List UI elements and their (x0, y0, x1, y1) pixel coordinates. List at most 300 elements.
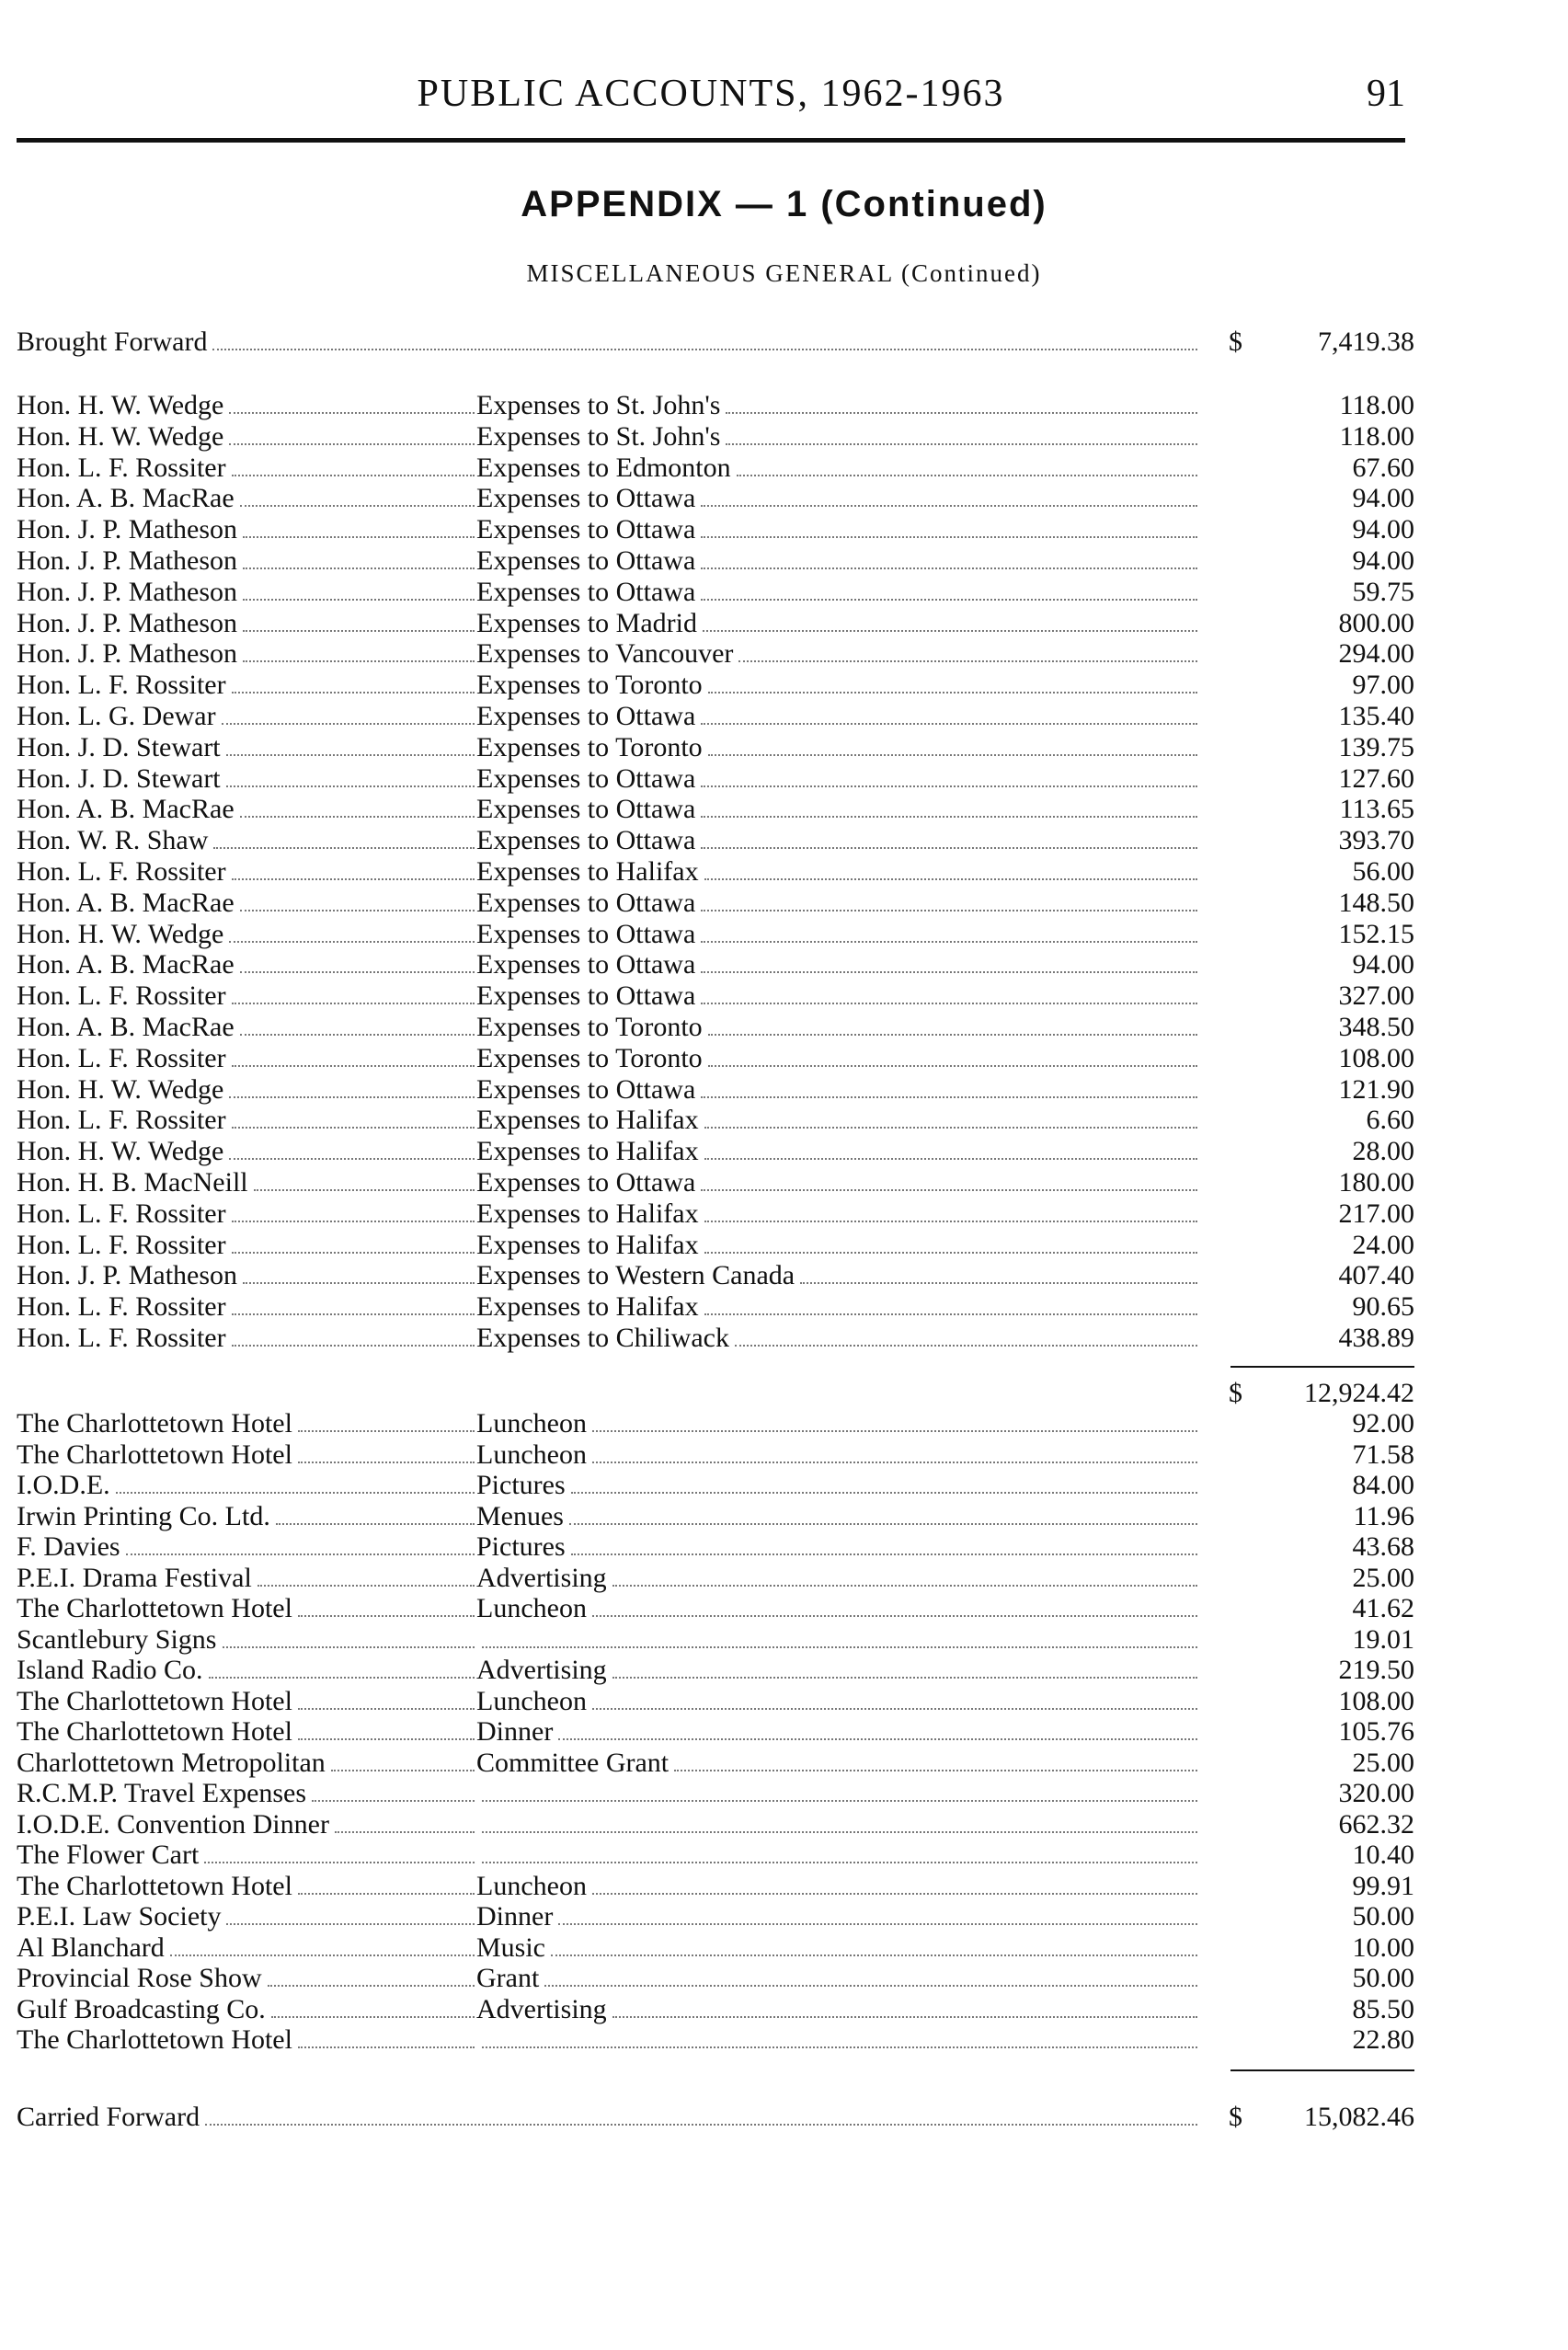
dot-leader (482, 1813, 1197, 1833)
travel_entries-row (17, 483, 1414, 514)
other_entries-row (17, 1778, 1414, 1809)
dot-leader (737, 456, 1197, 476)
payee-name: Hon. L. G. Dewar (17, 701, 216, 731)
expense-amount: 127.60 (1338, 762, 1414, 794)
expense-amount: 19.01 (1352, 1623, 1414, 1655)
dot-leader (232, 673, 475, 694)
dot-leader (243, 1264, 475, 1284)
travel_entries-row (17, 1198, 1414, 1230)
expense-amount: 94.00 (1352, 514, 1414, 545)
travel_entries-row (17, 980, 1414, 1012)
expense-amount: 71.58 (1352, 1439, 1414, 1470)
dot-leader (243, 612, 475, 632)
payee-name: Island Radio Co. (17, 1655, 203, 1685)
dot-leader (701, 953, 1197, 973)
dot-leader (268, 1966, 475, 1987)
appendix-title: APPENDIX — 1 (Continued) (521, 184, 1047, 224)
dot-leader (726, 425, 1197, 445)
other_entries-row (17, 1408, 1414, 1439)
carried-forward-amount: 15,082.46 (1304, 2102, 1414, 2132)
payee-name: Hon. L. F. Rossiter (17, 980, 226, 1012)
expense-description: Expenses to Halifax (476, 1229, 699, 1260)
payee-name: Hon. L. F. Rossiter (17, 856, 226, 887)
payee-name: Hon. J. P. Matheson (17, 576, 238, 607)
dot-leader (240, 797, 475, 818)
expense-amount: 118.00 (1339, 390, 1414, 420)
expense-amount: 50.00 (1352, 1963, 1414, 1993)
expense-amount: 10.40 (1352, 1840, 1414, 1870)
expense-amount: 327.00 (1338, 980, 1414, 1012)
payee-name: Hon. L. F. Rossiter (17, 670, 226, 701)
dot-leader (232, 1295, 475, 1315)
expense-description: Expenses to St. John's (476, 390, 721, 420)
dot-leader (704, 1140, 1197, 1160)
expense-amount: 50.00 (1352, 1901, 1414, 1932)
travel_entries-row (17, 949, 1414, 980)
expense-description: Expenses to Ottawa (476, 980, 696, 1012)
payee-name: Hon. L. F. Rossiter (17, 1198, 226, 1229)
payee-name: R.C.M.P. Travel Expenses (17, 1778, 307, 1808)
dot-leader (800, 1264, 1197, 1284)
expense-amount: 294.00 (1338, 638, 1414, 670)
expense-amount: 59.75 (1352, 576, 1414, 607)
expense-amount: 43.68 (1352, 1531, 1414, 1562)
payee-name: Hon. L. F. Rossiter (17, 1291, 226, 1323)
expense-description: Expenses to Ottawa (476, 825, 696, 856)
travel_entries-row (17, 1323, 1414, 1354)
payee-name: F. Davies (17, 1531, 120, 1562)
dot-leader (612, 1998, 1197, 2018)
dot-leader (240, 487, 475, 507)
dot-leader (170, 1936, 475, 1956)
expense-amount: 94.00 (1352, 545, 1414, 576)
expense-amount: 25.00 (1352, 1562, 1414, 1593)
dot-leader (331, 1751, 475, 1771)
other_entries-row (17, 1932, 1414, 1964)
dot-leader (298, 1443, 475, 1463)
payee-name: The Flower Cart (17, 1840, 200, 1870)
dot-leader (232, 1233, 475, 1254)
dot-leader (312, 1782, 475, 1802)
travel_entries-row (17, 670, 1414, 701)
other_entries-row (17, 1593, 1414, 1624)
expense-amount: 180.00 (1338, 1167, 1414, 1198)
expense-amount: 108.00 (1338, 1685, 1414, 1716)
payee-name: Irwin Printing Co. Ltd. (17, 1500, 270, 1531)
dot-leader (482, 1843, 1197, 1863)
travel_entries-row (17, 1074, 1414, 1106)
payee-name: The Charlottetown Hotel (17, 1685, 292, 1716)
dot-leader (703, 612, 1197, 632)
payee-name: Hon. L. F. Rossiter (17, 1229, 226, 1260)
other_entries-row (17, 1748, 1414, 1779)
expense-amount: 41.62 (1352, 1593, 1414, 1623)
travel_entries-row (17, 825, 1414, 856)
header-rule (17, 138, 1405, 143)
dot-leader (704, 1202, 1197, 1222)
dot-leader (701, 549, 1197, 569)
payee-name: P.E.I. Drama Festival (17, 1562, 252, 1593)
payee-name: Hon. A. B. MacRae (17, 794, 235, 825)
travel_entries-row (17, 1105, 1414, 1136)
other_entries-row (17, 1624, 1414, 1656)
expense-amount: 139.75 (1338, 731, 1414, 762)
subtotal-rule (1230, 1366, 1414, 1368)
expense-description: Luncheon (476, 1685, 587, 1716)
dot-leader (335, 1813, 475, 1833)
dot-leader (571, 1535, 1197, 1555)
dot-leader (674, 1751, 1197, 1771)
expense-amount: 407.40 (1338, 1260, 1414, 1291)
expense-amount: 108.00 (1338, 1042, 1414, 1073)
dot-leader (701, 891, 1197, 911)
dot-leader (298, 1690, 475, 1710)
payee-name: Hon. L. F. Rossiter (17, 1042, 226, 1073)
carried-forward-rule (1230, 2069, 1414, 2071)
dot-leader (592, 1412, 1197, 1432)
dot-leader (701, 518, 1197, 538)
expense-amount: 217.00 (1338, 1198, 1414, 1229)
dot-leader (226, 767, 475, 787)
dot-leader (708, 673, 1197, 694)
dot-leader (298, 1412, 475, 1432)
payee-name: Hon. L. F. Rossiter (17, 1323, 226, 1353)
dot-leader (726, 394, 1197, 414)
dot-leader (232, 456, 475, 476)
travel_entries-row (17, 888, 1414, 919)
travel_entries-row (17, 514, 1414, 545)
expense-description: Expenses to Halifax (476, 1291, 699, 1323)
dot-leader (298, 2028, 475, 2048)
expense-description: Expenses to Toronto (476, 1012, 703, 1042)
expense-amount: 348.50 (1338, 1012, 1414, 1042)
dot-leader (592, 1874, 1197, 1895)
payee-name: Hon. J. P. Matheson (17, 545, 238, 576)
payee-name: Hon. W. R. Shaw (17, 825, 209, 856)
payee-name: Gulf Broadcasting Co. (17, 1993, 266, 2024)
payee-name: Hon. J. P. Matheson (17, 607, 238, 638)
brought-forward-amount: 7,419.38 (1318, 327, 1414, 357)
dot-leader (205, 2105, 1197, 2126)
expense-description: Expenses to Madrid (476, 607, 697, 638)
dot-leader (482, 1782, 1197, 1802)
travel_entries-row (17, 794, 1414, 825)
expense-description: Expenses to Vancouver (476, 638, 734, 670)
dot-leader (708, 1047, 1197, 1067)
dot-leader (704, 1295, 1197, 1315)
dot-leader (243, 642, 475, 662)
dot-leader (592, 1443, 1197, 1463)
expense-amount: 662.32 (1338, 1808, 1414, 1840)
dot-leader (298, 1597, 475, 1617)
expense-amount: 113.65 (1339, 794, 1414, 825)
expense-description: Expenses to Ottawa (476, 918, 696, 949)
dot-leader (232, 1326, 475, 1347)
expense-amount: 97.00 (1352, 670, 1414, 701)
payee-name: The Charlottetown Hotel (17, 1593, 292, 1623)
payee-name: The Charlottetown Hotel (17, 2024, 292, 2055)
dot-leader (232, 984, 475, 1004)
dot-leader (209, 1658, 475, 1679)
expense-description: Pictures (476, 1531, 566, 1562)
dot-leader (708, 1015, 1197, 1036)
payee-name: I.O.D.E. Convention Dinner (17, 1808, 329, 1840)
payee-name: Hon. J. D. Stewart (17, 731, 221, 762)
dot-leader (701, 984, 1197, 1004)
dot-leader (592, 1690, 1197, 1710)
payee-name: Hon. A. B. MacRae (17, 949, 235, 980)
payee-name: Provincial Rose Show (17, 1963, 262, 1993)
payee-name: Hon. J. P. Matheson (17, 638, 238, 670)
payee-name: Hon. J. D. Stewart (17, 762, 221, 794)
other_entries-row (17, 1716, 1414, 1748)
expense-description: Expenses to Western Canada (476, 1260, 795, 1291)
expense-amount: 22.80 (1352, 2024, 1414, 2055)
expense-description: Expenses to Ottawa (476, 1167, 696, 1198)
travel_entries-row (17, 1291, 1414, 1323)
dot-leader (243, 580, 475, 601)
dot-leader (126, 1535, 475, 1555)
travel_entries-row (17, 701, 1414, 732)
expense-amount: 94.00 (1352, 483, 1414, 514)
expense-description: Expenses to St. John's (476, 420, 721, 452)
dot-leader (229, 394, 475, 414)
payee-name: The Charlottetown Hotel (17, 1439, 292, 1470)
dot-leader (612, 1566, 1197, 1587)
dot-leader (298, 1874, 475, 1895)
expense-amount: 92.00 (1352, 1408, 1414, 1439)
travel_entries-row (17, 1230, 1414, 1261)
expense-amount: 121.90 (1338, 1073, 1414, 1105)
payee-name: Hon. A. B. MacRae (17, 1012, 235, 1042)
expense-description: Expenses to Halifax (476, 856, 699, 887)
payee-name: Hon. A. B. MacRae (17, 887, 235, 918)
other_entries-row (17, 1655, 1414, 1686)
running-title: PUBLIC ACCOUNTS, 1962-1963 (417, 73, 1005, 115)
dot-leader (704, 1233, 1197, 1254)
dot-leader (558, 1720, 1197, 1740)
other_entries-row (17, 1686, 1414, 1717)
expense-description: Pictures (476, 1470, 566, 1500)
payee-name: Hon. H. W. Wedge (17, 390, 224, 420)
dot-leader (222, 705, 475, 725)
other_entries-row (17, 1563, 1414, 1594)
payee-name: The Charlottetown Hotel (17, 1408, 292, 1439)
other_entries-row (17, 1439, 1414, 1471)
expense-description: Committee Grant (476, 1747, 670, 1778)
expense-description: Luncheon (476, 1870, 587, 1901)
travel_entries-row (17, 453, 1414, 484)
expense-description: Expenses to Toronto (476, 731, 703, 762)
expense-amount: 28.00 (1352, 1136, 1414, 1167)
expense-description: Expenses to Toronto (476, 670, 703, 701)
dot-leader (258, 1566, 475, 1587)
expense-description: Advertising (476, 1993, 607, 2024)
expense-description: Expenses to Ottawa (476, 545, 696, 576)
expense-amount: 800.00 (1338, 607, 1414, 638)
dot-leader (701, 705, 1197, 725)
dot-leader (254, 1171, 475, 1191)
payee-name: Hon. H. W. Wedge (17, 1073, 224, 1105)
expense-description: Expenses to Chiliwack (476, 1323, 729, 1353)
expense-description: Expenses to Edmonton (476, 452, 731, 483)
dot-leader (240, 891, 475, 911)
expense-description: Expenses to Ottawa (476, 514, 696, 545)
other_entries-row (17, 1871, 1414, 1902)
dot-leader (704, 860, 1197, 880)
other_entries-row (17, 1994, 1414, 2025)
page-number: 91 (1367, 73, 1405, 115)
dot-leader (298, 1720, 475, 1740)
carried-forward-row (17, 2102, 1414, 2133)
travel_entries-row (17, 856, 1414, 888)
expense-description: Advertising (476, 1562, 607, 1593)
expense-amount: 152.15 (1338, 918, 1414, 949)
dot-leader (704, 1108, 1197, 1129)
travel_entries-row (17, 919, 1414, 950)
carried-forward-label: Carried Forward (17, 2102, 200, 2132)
expense-amount: 438.89 (1338, 1323, 1414, 1353)
dot-leader (226, 736, 475, 756)
dot-leader (701, 767, 1197, 787)
other_entries-row (17, 1901, 1414, 1932)
dot-leader (701, 487, 1197, 507)
currency-sign: $ (1229, 1378, 1242, 1408)
travel_entries-row (17, 577, 1414, 608)
other_entries-row (17, 1809, 1414, 1840)
dot-leader (229, 425, 475, 445)
payee-name: The Charlottetown Hotel (17, 1716, 292, 1747)
dot-leader (240, 953, 475, 973)
dot-leader (701, 580, 1197, 601)
expense-amount: 67.60 (1352, 452, 1414, 483)
expense-description: Grant (476, 1963, 540, 1993)
expense-description: Expenses to Halifax (476, 1105, 699, 1136)
travel_entries-row (17, 638, 1414, 670)
expense-description: Dinner (476, 1716, 554, 1747)
expense-description: Music (476, 1932, 545, 1963)
running-head (17, 72, 1405, 127)
travel_entries-row (17, 1260, 1414, 1291)
dot-leader (243, 549, 475, 569)
travel_entries-row (17, 1043, 1414, 1074)
expense-amount: 25.00 (1352, 1747, 1414, 1778)
other_entries-row (17, 2024, 1414, 2056)
payee-name: Al Blanchard (17, 1932, 165, 1963)
expense-description: Expenses to Halifax (476, 1136, 699, 1167)
travel_entries-row (17, 763, 1414, 795)
expense-amount: 6.60 (1366, 1105, 1414, 1136)
dot-leader (569, 1505, 1197, 1525)
travel_entries-row (17, 421, 1414, 453)
expense-amount: 135.40 (1338, 701, 1414, 731)
payee-name: I.O.D.E. (17, 1470, 110, 1500)
payee-name: P.E.I. Law Society (17, 1901, 222, 1932)
expense-description: Advertising (476, 1655, 607, 1685)
expense-description: Dinner (476, 1901, 554, 1932)
dot-leader (701, 923, 1197, 943)
dot-leader (571, 1473, 1197, 1494)
currency-sign: $ (1229, 327, 1242, 357)
dot-leader (592, 1597, 1197, 1617)
expense-description: Expenses to Ottawa (476, 887, 696, 918)
dot-leader (612, 1658, 1197, 1679)
dot-leader (240, 1015, 475, 1036)
payee-name: Hon. H. W. Wedge (17, 420, 224, 452)
travel_entries-row (17, 545, 1414, 577)
payee-name: Hon. L. F. Rossiter (17, 452, 226, 483)
dot-leader (276, 1505, 475, 1525)
expense-amount: 56.00 (1352, 856, 1414, 887)
dot-leader (232, 860, 475, 880)
expense-description: Expenses to Ottawa (476, 794, 696, 825)
payee-name: Scantlebury Signs (17, 1623, 217, 1655)
dot-leader (701, 797, 1197, 818)
expense-description: Luncheon (476, 1439, 587, 1470)
dot-leader (738, 642, 1197, 662)
expense-description: Luncheon (476, 1408, 587, 1439)
dot-leader (243, 518, 475, 538)
dot-leader (482, 1628, 1197, 1648)
dot-leader (735, 1326, 1197, 1347)
expense-amount: 24.00 (1352, 1229, 1414, 1260)
other_entries-row (17, 1501, 1414, 1532)
expense-description: Expenses to Ottawa (476, 701, 696, 731)
expense-amount: 118.00 (1339, 420, 1414, 452)
expense-amount: 148.50 (1338, 887, 1414, 918)
dot-leader (551, 1936, 1197, 1956)
dot-leader (271, 1998, 475, 2018)
other_entries-row (17, 1470, 1414, 1501)
dot-leader (212, 330, 1197, 350)
expense-amount: 84.00 (1352, 1470, 1414, 1500)
travel_entries-row (17, 732, 1414, 763)
payee-name: Hon. H. W. Wedge (17, 1136, 224, 1167)
dot-leader (232, 1108, 475, 1129)
dot-leader (213, 829, 475, 849)
travel_entries-row (17, 390, 1414, 421)
dot-leader (558, 1905, 1197, 1925)
dot-leader (116, 1473, 475, 1494)
expense-amount: 393.70 (1338, 825, 1414, 856)
dot-leader (544, 1966, 1197, 1987)
dot-leader (226, 1905, 475, 1925)
other_entries-row (17, 1531, 1414, 1563)
dot-leader (232, 1202, 475, 1222)
expense-description: Expenses to Toronto (476, 1042, 703, 1073)
dot-leader (701, 1171, 1197, 1191)
expense-description: Expenses to Ottawa (476, 762, 696, 794)
expense-amount: 11.96 (1353, 1500, 1414, 1531)
expense-amount: 94.00 (1352, 949, 1414, 980)
payee-name: The Charlottetown Hotel (17, 1870, 292, 1901)
payee-name: Hon. J. P. Matheson (17, 514, 238, 545)
other_entries-row (17, 1840, 1414, 1871)
payee-name: Hon. H. W. Wedge (17, 918, 224, 949)
section-title: MISCELLANEOUS GENERAL (Continued) (526, 259, 1042, 287)
payee-name: Hon. A. B. MacRae (17, 483, 235, 514)
expense-amount: 105.76 (1338, 1716, 1414, 1747)
dot-leader (708, 736, 1197, 756)
expense-description: Expenses to Ottawa (476, 949, 696, 980)
dot-leader (204, 1843, 475, 1863)
travel_entries-row (17, 1012, 1414, 1043)
other_entries-row (17, 1963, 1414, 1994)
dot-leader (232, 1047, 475, 1067)
expense-amount: 99.91 (1352, 1870, 1414, 1901)
expense-amount: 90.65 (1352, 1291, 1414, 1323)
payee-name: Hon. J. P. Matheson (17, 1260, 238, 1291)
